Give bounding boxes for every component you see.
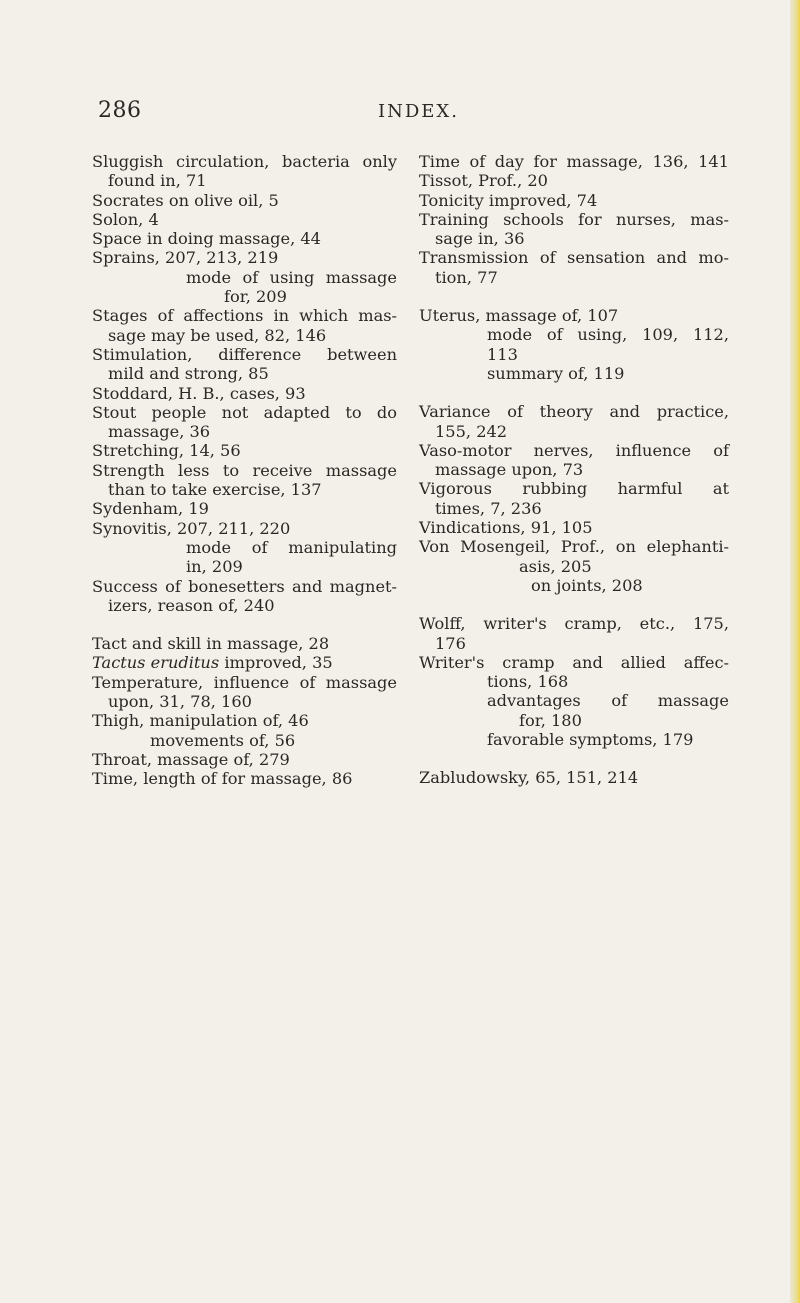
index-line: movements of, 56	[150, 730, 296, 750]
index-line: Zabludowsky, 65, 151, 214	[419, 768, 639, 788]
index-line: Socrates on olive oil, 5	[92, 190, 279, 210]
index-line: mode of using, 109, 112,	[487, 325, 729, 345]
index-line: sage may be used, 82, 146	[108, 325, 327, 345]
index-line: izers, reason of, 240	[108, 595, 275, 615]
index-column-right	[419, 152, 729, 788]
index-line: than to take exercise, 137	[108, 480, 322, 500]
index-line: Space in doing massage, 44	[92, 229, 321, 249]
index-line: upon, 31, 78, 160	[108, 692, 252, 712]
index-line: on joints, 208	[531, 575, 643, 595]
index-line: Temperature, influence of massage	[92, 672, 397, 692]
index-line: mode of using massage	[186, 267, 397, 287]
index-line: for, 209	[224, 287, 287, 307]
index-line: Vigorous rubbing harmful at	[419, 479, 729, 499]
index-line: Stoddard, H. B., cases, 93	[92, 383, 306, 403]
index-line: Stout people not adapted to do	[92, 402, 397, 422]
index-line: Sprains, 207, 213, 219	[92, 248, 279, 268]
index-line: Throat, massage of, 279	[92, 749, 290, 769]
index-line: Tonicity improved, 74	[419, 190, 598, 210]
index-line: 113	[487, 344, 518, 364]
index-line: massage upon, 73	[435, 460, 584, 480]
index-line: Training schools for nurses, mas-	[419, 209, 729, 229]
index-line-rest: improved, 35	[219, 653, 333, 673]
index-line: in, 209	[186, 557, 243, 577]
index-line: Stretching, 14, 56	[92, 441, 241, 461]
index-line: found in, 71	[108, 171, 207, 191]
index-line: Strength less to receive massage	[92, 460, 397, 480]
index-line: Tissot, Prof., 20	[419, 171, 548, 191]
index-line: Wolff, writer's cramp, etc., 175,	[419, 614, 729, 634]
index-line: Solon, 4	[92, 209, 159, 229]
latin-phrase: Tactus eruditus	[92, 653, 220, 673]
index-line: Synovitis, 207, 211, 220	[92, 518, 291, 538]
index-line: Vaso-motor nerves, influence of	[419, 440, 729, 460]
page-number: 286	[98, 98, 142, 123]
index-line: tions, 168	[487, 672, 569, 692]
index-line: mild and strong, 85	[108, 364, 269, 384]
index-line: Variance of theory and practice,	[419, 402, 729, 422]
index-line: Transmission of sensation and mo-	[419, 248, 729, 268]
index-line: Sydenham, 19	[92, 499, 209, 519]
index-line: Time of day for massage, 136, 141	[419, 152, 729, 171]
index-line: mode of manipulating	[186, 537, 397, 557]
page-heading: INDEX.	[378, 101, 459, 122]
index-line: 176	[435, 633, 466, 653]
index-line: sage in, 36	[435, 229, 525, 249]
index-line: Uterus, massage of, 107	[419, 306, 619, 326]
index-line: Stages of affections in which mas-	[92, 306, 397, 326]
index-line: Time, length of for massage, 86	[92, 769, 353, 789]
index-line: Success of bonesetters and magnet-	[92, 576, 397, 596]
index-line: tion, 77	[435, 267, 498, 287]
index-line: massage, 36	[108, 422, 211, 442]
index-line: Stimulation, difference between	[92, 344, 397, 364]
index-line: favorable symptoms, 179	[487, 730, 694, 750]
index-line: advantages of massage	[487, 691, 729, 711]
index-column-left	[92, 152, 397, 789]
index-line: times, 7, 236	[435, 498, 542, 518]
index-line: asis, 205	[519, 556, 592, 576]
index-line: Thigh, manipulation of, 46	[92, 711, 309, 731]
index-line: summary of, 119	[487, 363, 625, 383]
index-line: Writer's cramp and allied affec-	[419, 652, 729, 672]
index-line: Tact and skill in massage, 28	[92, 634, 330, 654]
index-line	[92, 653, 397, 672]
index-line: for, 180	[519, 710, 582, 730]
index-line: Sluggish circulation, bacteria only	[92, 152, 397, 171]
index-line: Von Mosengeil, Prof., on elephanti-	[419, 537, 729, 557]
page-edge	[790, 0, 800, 1303]
index-line: 155, 242	[435, 421, 508, 441]
index-line: Vindications, 91, 105	[419, 518, 593, 538]
